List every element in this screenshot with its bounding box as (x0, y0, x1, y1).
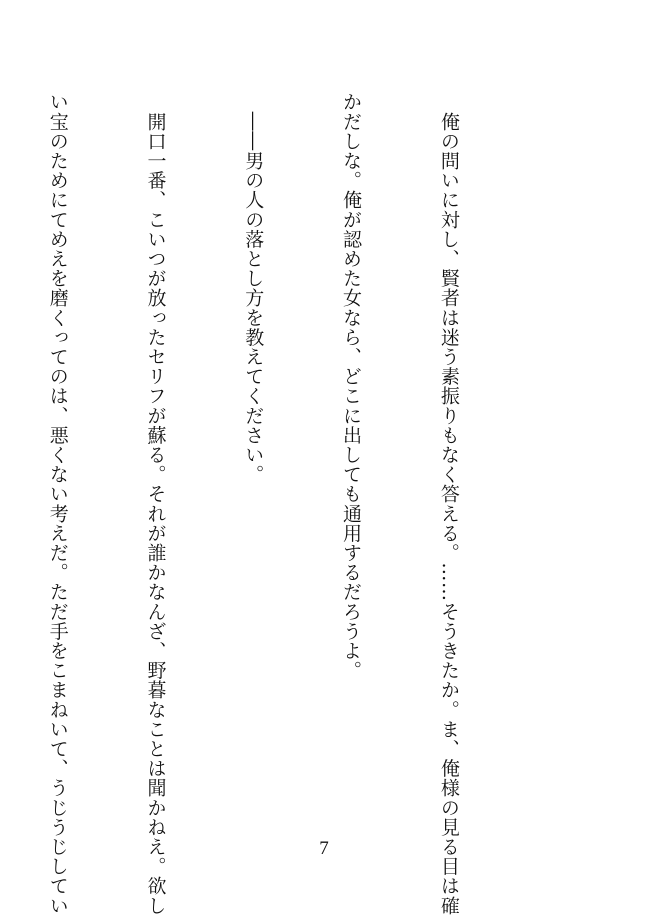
text-line: かだしな。俺が認めた女なら、どこに出しても通用するだろうよ。 (340, 92, 363, 680)
text-line: ――男の人の落とし方を教えてください。 (242, 92, 265, 484)
vertical-text-body (46, 92, 530, 916)
page-number: 7 (319, 838, 329, 859)
text-line: い宝のためにてめえを磨くってのは、悪くない考えだ。ただ手をこまねいて、うじうじしてい (46, 92, 69, 916)
text-line: 俺の問いに対し、賢者は迷う素振りもなく答える。……そうきたか。ま、俺様の見る目は確 (437, 92, 460, 916)
text-line: 開口一番、こいつが放ったセリフが蘇る。それが誰かなんざ、野暮なことは聞かねえ。欲し (144, 92, 167, 916)
